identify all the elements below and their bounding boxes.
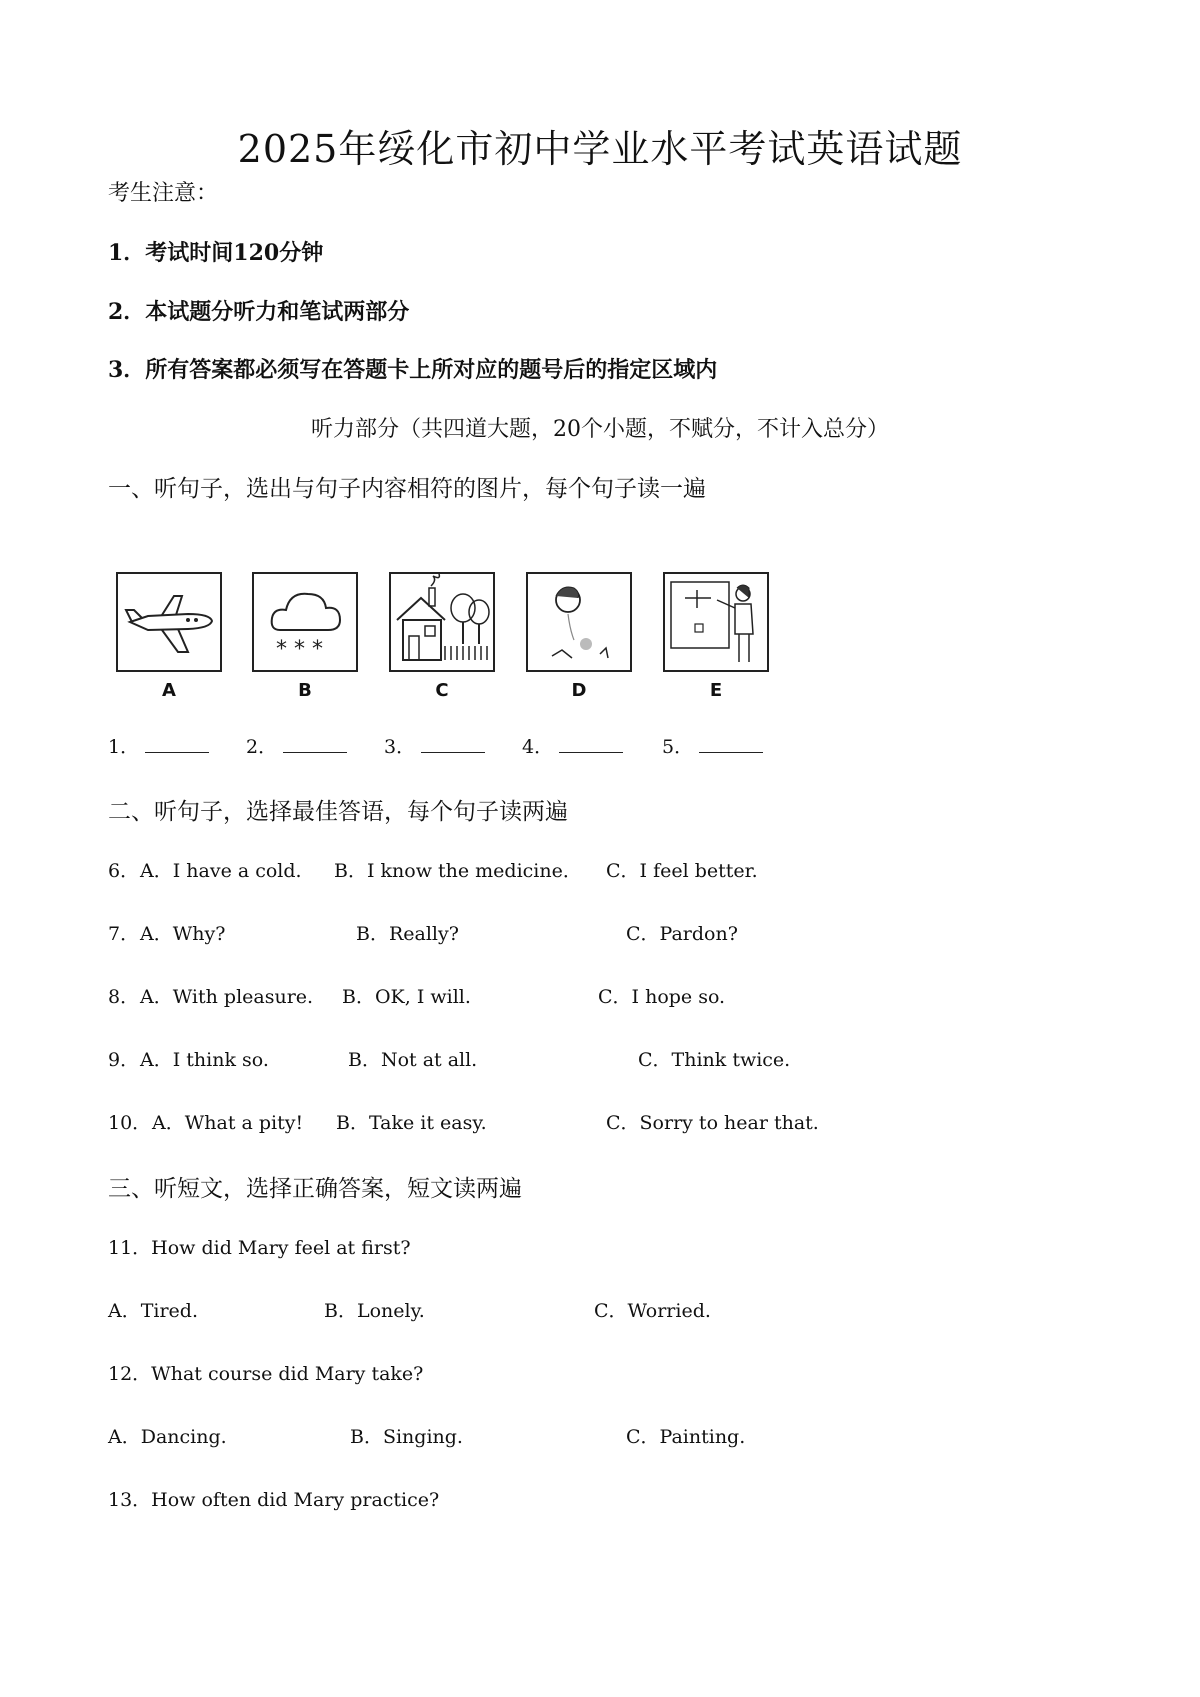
- q7-number: 7．: [108, 923, 140, 945]
- section3-heading: 三、听短文，选择正确答案，短文读两遍: [108, 1176, 522, 1202]
- listening-header: 听力部分（共四道大题，20个小题，不赋分，不计入总分）: [311, 417, 889, 442]
- q7-option-b: B．Really?: [356, 923, 459, 945]
- answer-line: [283, 736, 347, 753]
- q8-option-c: C．I hope so.: [598, 986, 726, 1008]
- page-title: 2025年绥化市初中学业水平考试英语试题: [237, 127, 963, 171]
- q9-number: 9．: [108, 1049, 140, 1071]
- answer-line: [699, 736, 763, 753]
- notice-item-3: 3．所有答案都必须写在答题卡上所对应的题号后的指定区域内: [108, 357, 718, 383]
- picture-label-b: B: [298, 680, 312, 701]
- picture-label-e: E: [709, 680, 723, 701]
- teacher-blackboard-icon: [665, 574, 767, 670]
- q11-option-c: C．Worried.: [594, 1300, 711, 1322]
- q6-option-c: C．I feel better.: [606, 860, 758, 882]
- q7-option-c: C．Pardon?: [626, 923, 738, 945]
- q9-option-a: A．I think so.: [140, 1049, 269, 1071]
- blank-1: [108, 732, 209, 759]
- q12-option-b: B．Singing.: [350, 1426, 463, 1448]
- q11-stem: 11．How did Mary feel at first?: [108, 1237, 411, 1259]
- blank-5: [662, 732, 763, 759]
- blank-number: 5．: [662, 736, 694, 758]
- q11-option-b: B．Lonely.: [324, 1300, 425, 1322]
- picture-label-c: C: [435, 680, 449, 701]
- blank-number: 3．: [384, 736, 416, 758]
- q6-option-b: B．I know the medicine．: [334, 860, 582, 882]
- q12-option-c: C．Painting.: [626, 1426, 746, 1448]
- sick-boy-icon: [528, 574, 630, 670]
- q11-option-a: A．Tired.: [108, 1300, 198, 1322]
- q10-option-a: A．What a pity!: [152, 1112, 304, 1134]
- q8-number: 8．: [108, 986, 140, 1008]
- house-icon: [391, 574, 493, 670]
- blank-4: [522, 732, 623, 759]
- blank-number: 2．: [246, 736, 278, 758]
- svg-text:* * *: * * *: [276, 637, 323, 662]
- picture-a: [116, 572, 222, 672]
- q12-stem: 12．What course did Mary take?: [108, 1363, 424, 1385]
- notice-item-1: 1．考试时间120分钟: [108, 240, 324, 266]
- section1-heading: 一、听句子，选出与句子内容相符的图片，每个句子读一遍: [108, 476, 706, 502]
- blank-2: [246, 732, 347, 759]
- blank-number: 4．: [522, 736, 554, 758]
- q13-stem: 13．How often did Mary practice?: [108, 1489, 440, 1511]
- q6-number: 6．: [108, 860, 140, 882]
- q7-option-a: A．Why?: [140, 923, 226, 945]
- blank-number: 1．: [108, 736, 140, 758]
- q10-option-c: C．Sorry to hear that.: [606, 1112, 819, 1134]
- picture-c: [389, 572, 495, 672]
- q12-option-a: A．Dancing.: [108, 1426, 227, 1448]
- section2-heading: 二、听句子，选择最佳答语，每个句子读两遍: [108, 799, 568, 825]
- answer-line: [559, 736, 623, 753]
- picture-d: [526, 572, 632, 672]
- blank-3: [384, 732, 485, 759]
- q10-option-b: B．Take it easy.: [336, 1112, 487, 1134]
- answer-line: [145, 736, 209, 753]
- picture-e: [663, 572, 769, 672]
- answer-line: [421, 736, 485, 753]
- q9-option-c: C．Think twice.: [638, 1049, 791, 1071]
- picture-label-d: D: [571, 680, 587, 701]
- snow-cloud-icon: [254, 574, 356, 670]
- notice-item-2: 2．本试题分听力和笔试两部分: [108, 299, 410, 325]
- q6-option-a: A．I have a cold.: [140, 860, 302, 882]
- notice-heading: 考生注意：: [108, 181, 219, 206]
- q10-number: 10．: [108, 1112, 152, 1134]
- q8-option-a: A．With pleasure.: [140, 986, 314, 1008]
- airplane-icon: [118, 574, 220, 670]
- q9-option-b: B．Not at all.: [348, 1049, 478, 1071]
- picture-b: [252, 572, 358, 672]
- q8-option-b: B．OK, I will.: [342, 986, 471, 1008]
- picture-label-a: A: [162, 680, 176, 701]
